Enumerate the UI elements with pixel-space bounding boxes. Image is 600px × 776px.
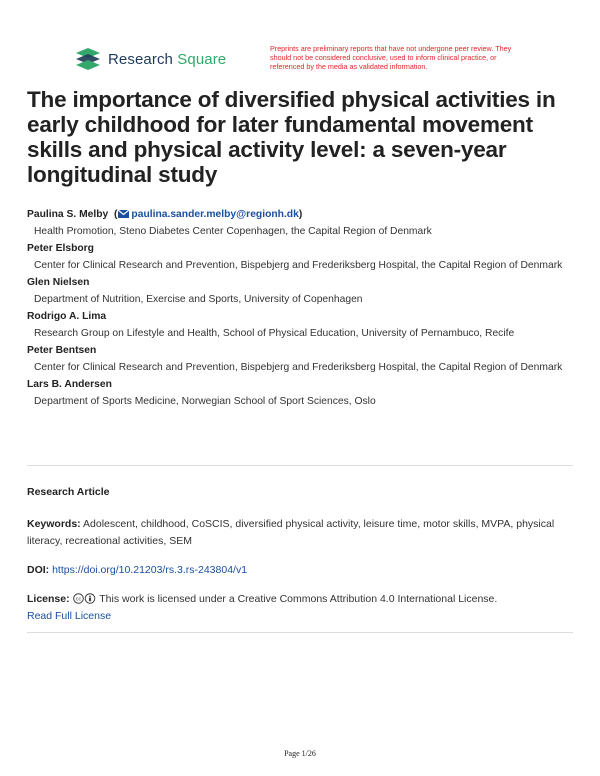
svg-text:cc: cc <box>75 596 81 603</box>
author-affiliation: Research Group on Lifestyle and Health, School of Physical Education, University of Pernambuco, Recife <box>34 328 515 339</box>
envelope-icon <box>118 210 129 218</box>
author-email-link[interactable]: paulina.sander.melby@regionh.dk <box>131 209 299 220</box>
author-name: Peter Bentsen <box>27 345 97 356</box>
author-name: Peter Elsborg <box>27 243 94 254</box>
doi-link[interactable]: https://doi.org/10.21203/rs.3.rs-243804/v1 <box>52 564 248 576</box>
license <box>27 591 577 625</box>
article-type: Research Article <box>27 486 110 498</box>
creative-commons-icon <box>73 593 97 604</box>
preprint-disclaimer: Preprints are preliminary reports that have not undergone peer review. They should not be considered conclusive, used to inform clinical practice, or referenced by the media as validated information. <box>270 44 512 71</box>
author-affiliation: Department of Nutrition, Exercise and Sports, University of Copenhagen <box>34 294 363 305</box>
author-name: Lars B. Andersen <box>27 379 112 390</box>
paper-title: The importance of diversified physical activities in early childhood for later fundamental movement skills and physical activity level: a seven-year longitudinal study <box>27 87 556 187</box>
keywords-text: Adolescent, childhood, CoSCIS, diversified physical activity, leisure time, motor skills, MVPA, physical literacy, recreational activities, SEM <box>27 518 555 547</box>
author-list <box>27 206 582 410</box>
author-name: Paulina S. Melby ( paulina.sander.melby@regionh.dk) <box>27 209 303 220</box>
author-affiliation: Department of Sports Medicine, Norwegian School of Sport Sciences, Oslo <box>34 396 376 407</box>
license-text: This work is licensed under a Creative Commons Attribution 4.0 International License. <box>99 593 498 605</box>
section-divider <box>27 465 573 466</box>
logo-text: Research Square <box>108 50 227 68</box>
keywords <box>27 516 577 550</box>
page-number: Page 1/26 <box>284 749 316 758</box>
author-name: Glen Nielsen <box>27 277 90 288</box>
license-label: License: <box>27 593 70 605</box>
doi <box>27 562 577 579</box>
author-affiliation: Health Promotion, Steno Diabetes Center Copenhagen, the Capital Region of Denmark <box>34 226 432 237</box>
read-full-license-link[interactable]: Read Full License <box>27 610 112 622</box>
doi-label: DOI: <box>27 564 50 576</box>
research-square-logo[interactable] <box>74 47 226 71</box>
research-square-logo-icon <box>74 47 102 71</box>
author-affiliation: Center for Clinical Research and Prevention, Bispebjerg and Frederiksberg Hospital, the Capital Region of Denmark <box>34 362 563 373</box>
author-affiliation: Center for Clinical Research and Prevention, Bispebjerg and Frederiksberg Hospital, the Capital Region of Denmark <box>34 260 563 271</box>
section-divider <box>27 632 573 633</box>
author-name: Rodrigo A. Lima <box>27 311 107 322</box>
keywords-label: Keywords: <box>27 518 81 530</box>
